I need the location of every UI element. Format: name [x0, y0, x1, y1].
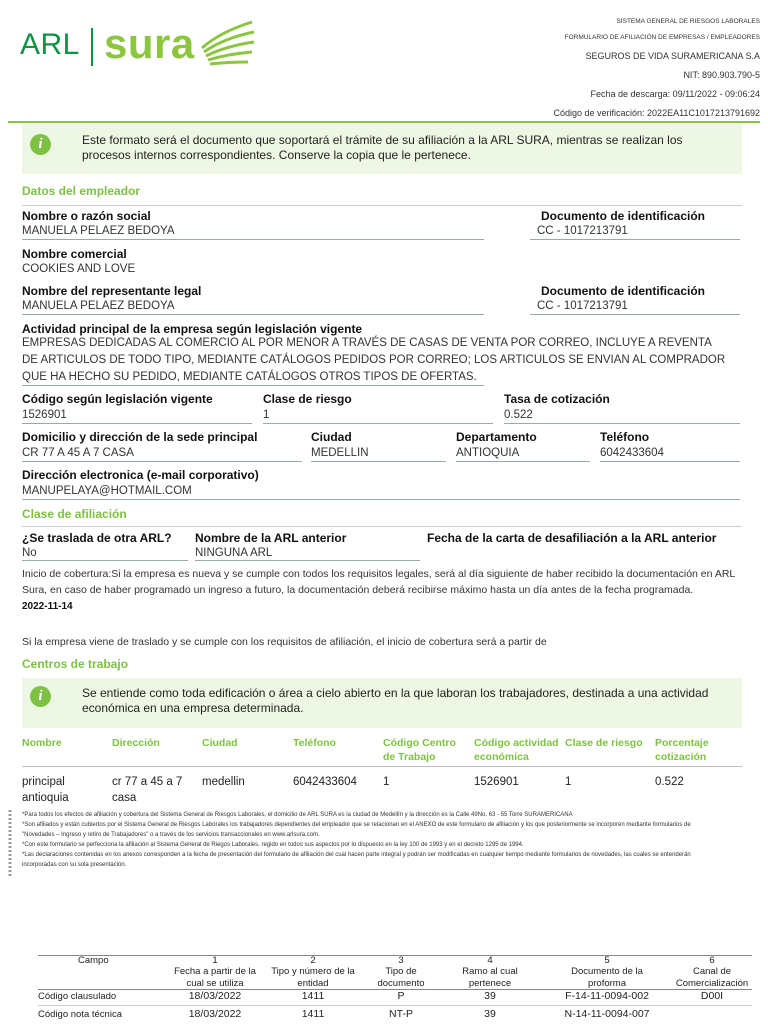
- cell-clase-riesgo: 1: [565, 776, 572, 788]
- traslado-note: Si la empresa viene de traslado y se cumple con los requisitos de afiliación, el inicio de cobertura será a partir de: [22, 636, 547, 648]
- bottom-header-campo: Campo: [78, 955, 109, 966]
- value-arl-anterior: NINGUNA ARL: [195, 547, 273, 559]
- value-actividad-line: DE ARTICULOS DE TODO TIPO, MEDIANTE CATÁLOGOS PEDIDOS POR CORREO; LOS ARTICULOS SE ENVIAN AL COMPRADOR: [22, 354, 726, 366]
- header-system: SISTEMA GENERAL DE RIESGOS LABORALES: [616, 18, 760, 25]
- value-domicilio: CR 77 A 45 A 7 CASA: [22, 447, 134, 459]
- bottom-col-1-num: 1: [212, 955, 218, 966]
- field-underline: [22, 560, 188, 561]
- value-documento: CC - 1017213791: [537, 225, 628, 237]
- bottom-col-1-label: Fecha a partir de la cual se utiliza: [174, 966, 256, 989]
- table-header-divider: [22, 766, 742, 767]
- bottom-cell: F-14-11-0094-002: [565, 990, 649, 1002]
- bottom-table-row-line: [38, 1005, 752, 1006]
- field-underline: [22, 385, 484, 386]
- logo-arl: ARL: [20, 28, 80, 61]
- cell-direccion: cr 77 a 45 a 7 casa: [112, 776, 183, 804]
- footnote: *Las declaraciones contenidas en los anexos corresponden a la fecha de presentación del formulario de afiliación del cual hacen parte integral y podrán ser modificadas en cualquier tiempo mediante formularios de novedades, las cuales se entenderán: [22, 852, 691, 858]
- cobertura-text-line: Inicio de cobertura:Si la empresa es nueva y se cumple con todos los requisitos legales, será al día siguiente de haber recibido la documentación en ARL: [22, 568, 736, 580]
- bottom-col-2-num: 2: [310, 955, 316, 966]
- field-underline: [22, 423, 252, 424]
- header-download-date: Fecha de descarga: 09/11/2022 - 09:06:24: [590, 89, 760, 99]
- field-underline: [263, 423, 493, 424]
- table-header-ciudad: Ciudad: [202, 737, 238, 749]
- footnote: "Novedades – Ingreso y retiro de Trabajadores" o a través de los servicios transaccionales en www.arlsura.com.: [22, 832, 320, 838]
- label-ciudad: Ciudad: [311, 430, 352, 444]
- table-header-direccion: Dirección: [112, 737, 160, 749]
- table-header-codigo-actividad: Código actividad económica: [474, 737, 559, 763]
- cell-nombre: principal antioquia: [22, 776, 69, 804]
- cell-ciudad: medellin: [202, 776, 245, 788]
- label-codigo: Código según legislación vigente: [22, 392, 213, 406]
- field-underline: [530, 239, 740, 240]
- table-header-telefono: Teléfono: [293, 737, 336, 749]
- table-header-clase-riesgo: Clase de riesgo: [565, 737, 643, 749]
- field-underline: [22, 239, 484, 240]
- bottom-cell: D00I: [700, 990, 724, 1002]
- bottom-col-6-label: Canal de Comercialización: [675, 966, 749, 989]
- bottom-col-2-label: Tipo y número de la entidad: [271, 966, 355, 989]
- field-underline: [456, 461, 590, 462]
- value-codigo: 1526901: [22, 409, 67, 421]
- value-departamento: ANTIOQUIA: [456, 447, 520, 459]
- value-ciudad: MEDELLIN: [311, 447, 369, 459]
- cell-codigo-actividad: 1526901: [474, 776, 519, 788]
- value-email: MANUPELAYA@HOTMAIL.COM: [22, 485, 192, 497]
- bottom-cell: N-14-11-0094-007: [564, 1008, 650, 1020]
- info-box-notice: [22, 124, 742, 174]
- field-underline: [22, 499, 740, 500]
- label-departamento: Departamento: [456, 430, 537, 444]
- field-underline: [195, 560, 420, 561]
- field-underline: [504, 423, 740, 424]
- table-header-nombre: Nombre: [22, 737, 62, 749]
- section-title-afiliacion: Clase de afiliación: [22, 507, 127, 521]
- section-title-centros: Centros de trabajo: [22, 657, 129, 671]
- value-representante: MANUELA PELAEZ BEDOYA: [22, 300, 175, 312]
- footnote: incorporadas con su sola presentación.: [22, 862, 127, 868]
- section-title-employer: Datos del empleador: [22, 184, 141, 198]
- value-traslada: No: [22, 547, 37, 559]
- cell-porcentaje: 0.522: [655, 776, 684, 788]
- info-notice-text: Este formato será el documento que soportará el trámite de su afiliación a la ARL SURA, mientras se realizan los procesos internos correspondientes. Conserve la copia que le pertenece.: [82, 133, 683, 162]
- field-underline: [311, 461, 446, 462]
- bottom-row-name: Código nota técnica: [38, 1009, 122, 1020]
- header-company: SEGUROS DE VIDA SURAMERICANA S.A: [585, 51, 760, 61]
- cobertura-text-line: Sura, en caso de haber programado un ingreso a futuro, la documentación deberá recibirse máximo hasta un día antes de la fecha programada.: [22, 584, 694, 596]
- label-arl-anterior: Nombre de la ARL anterior: [195, 531, 347, 545]
- label-tasa: Tasa de cotización: [504, 392, 610, 406]
- value-actividad-line: EMPRESAS DEDICADAS AL COMERCIO AL POR MENOR A TRAVÉS DE CASAS DE VENTA POR CORREO, INCLUYE A REVENTA: [22, 337, 712, 349]
- label-domicilio: Domicilio y dirección de la sede principal: [22, 430, 258, 444]
- bottom-col-4-num: 4: [487, 955, 493, 966]
- table-header-codigo-centro: Código Centro de Trabajo: [383, 737, 456, 763]
- bottom-cell: 39: [484, 1008, 496, 1020]
- value-nombre-comercial: COOKIES AND LOVE: [22, 263, 136, 275]
- bottom-col-4-label: Ramo al cual pertenece: [462, 966, 518, 989]
- label-actividad: Actividad principal de la empresa según legislación vigente: [22, 322, 363, 336]
- info-icon: i: [30, 134, 51, 155]
- bottom-cell: 18/03/2022: [188, 990, 242, 1002]
- value-actividad-line: QUE HA HECHO SU PEDIDO, MEDIANTE CATÁLOGOS OTROS TIPOS DE OFERTAS.: [22, 371, 477, 383]
- label-nombre-comercial: Nombre comercial: [22, 247, 127, 261]
- info-centros-text: Se entiende como toda edificación o área a cielo abierto en la que laboran los trabajadores, destinada a una actividad económica en una empresa determinada.: [82, 686, 709, 715]
- bottom-cell: 18/03/2022: [188, 1008, 242, 1020]
- field-underline: [600, 461, 740, 462]
- label-rep-documento: Documento de identificación: [541, 284, 706, 298]
- label-razon-social: Nombre o razón social: [22, 209, 151, 223]
- section-divider: [22, 205, 742, 206]
- sura-wing-icon: [200, 18, 256, 70]
- value-fecha-cobertura: 2022-11-14: [22, 601, 73, 612]
- value-tasa: 0.522: [504, 409, 533, 421]
- label-email: Dirección electronica (e-mail corporativo): [22, 468, 259, 482]
- bottom-col-5-num: 5: [604, 955, 610, 966]
- label-telefono: Teléfono: [600, 430, 650, 444]
- cell-telefono: 6042433604: [293, 776, 357, 788]
- footnote: *Con este formulario se perfecciona la afiliación al Sistema General de Riegos Laborales, regido en todos sus aspectos por lo dispuesto en la ley 100 de 1993 y en el decreto 1295 de 1994.: [22, 842, 524, 848]
- bottom-col-6-num: 6: [709, 955, 715, 966]
- value-telefono: 6042433604: [600, 447, 664, 459]
- footnote: *Para todos los efectos de afiliación y cobertura del Sistema General de Riesgos Laborales, el domicilio de ARL SURA es la ciudad de Medellín y la dirección es la Calle 49No. 63 - 55 Torre SURAMERICANA: [22, 812, 573, 818]
- bottom-cell: 1411: [301, 1008, 325, 1020]
- bottom-col-3-num: 3: [398, 955, 404, 966]
- table-header-porcentaje: Porcentaje cotización: [655, 737, 709, 763]
- section-divider: [22, 526, 742, 527]
- header-nit: NIT: 890.903.790-5: [683, 70, 760, 80]
- bottom-row-name: Código clausulado: [38, 991, 117, 1002]
- header-form-title: FORMULARIO DE AFILIACIÓN DE EMPRESAS / EMPLEADORES: [564, 34, 760, 41]
- value-rep-documento: CC - 1017213791: [537, 300, 628, 312]
- value-razon-social: MANUELA PELAEZ BEDOYA: [22, 225, 175, 237]
- header-divider: [8, 121, 760, 123]
- logo-divider: [91, 28, 93, 66]
- side-marker: [6, 808, 14, 878]
- header-verification-code: Código de verificación: 2022EA11C1017213791692: [553, 108, 760, 118]
- value-clase-riesgo: 1: [263, 409, 270, 421]
- bottom-col-3-label: Tipo de documento: [377, 966, 425, 989]
- field-underline: [530, 314, 740, 315]
- footnote: *Son afiliados y están cubiertos por el Sistema General de Riesgos Laborales los trabajadores dependientes del empleador que se relacionan en el ANEXO de este formulario de afiliación y los que posteriormente se incorporen mediante formularios de: [22, 822, 691, 828]
- bottom-cell: P: [397, 990, 405, 1002]
- label-documento: Documento de identificación: [541, 209, 706, 223]
- logo-sura: sura: [104, 20, 195, 67]
- info-box-centros: [22, 678, 742, 728]
- label-traslada: ¿Se traslada de otra ARL?: [22, 531, 172, 545]
- bottom-cell: NT-P: [389, 1008, 413, 1020]
- cell-codigo-centro: 1: [383, 776, 390, 788]
- bottom-col-5-label: Documento de la proforma: [571, 966, 643, 989]
- bottom-cell: 1411: [301, 990, 325, 1002]
- field-underline: [22, 314, 484, 315]
- bottom-cell: 39: [484, 990, 496, 1002]
- field-underline: [22, 461, 302, 462]
- label-clase-riesgo: Clase de riesgo: [263, 392, 352, 406]
- label-representante: Nombre del representante legal: [22, 284, 202, 298]
- info-icon: i: [30, 686, 51, 707]
- label-fecha-carta: Fecha de la carta de desafiliación a la ARL anterior: [427, 531, 717, 545]
